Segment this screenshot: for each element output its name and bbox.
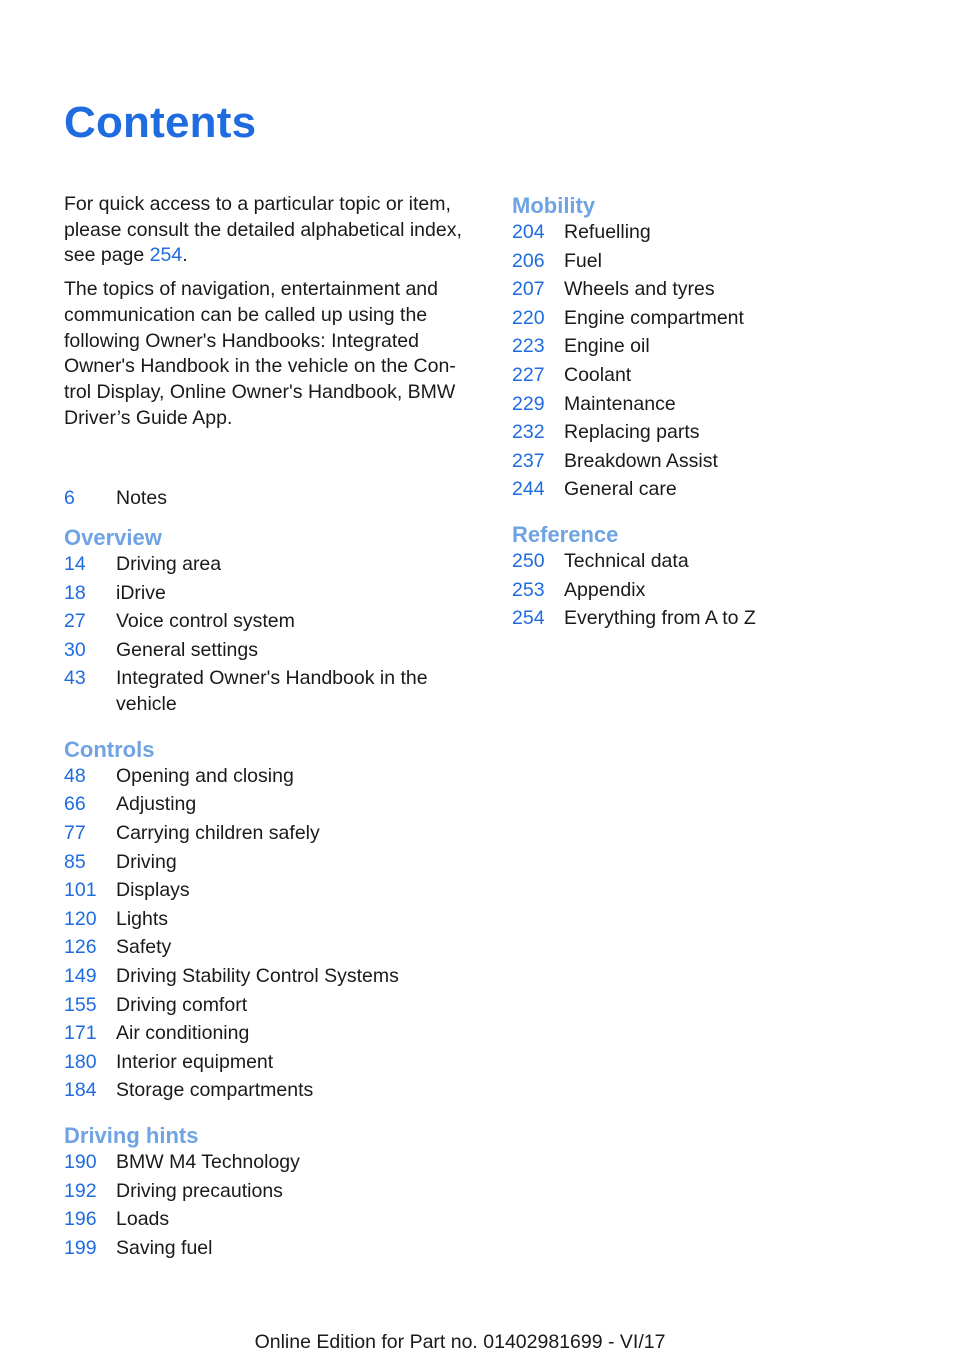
- toc-entry[interactable]: [64, 964, 474, 990]
- toc-entry-label[interactable]: Refuelling: [564, 221, 651, 243]
- toc-entry-label[interactable]: Safety: [116, 936, 172, 959]
- toc-entry[interactable]: [64, 486, 474, 512]
- toc-section: [512, 521, 932, 632]
- toc-entry-label[interactable]: Loads: [116, 1208, 170, 1231]
- intro: [64, 192, 474, 431]
- toc-page-number[interactable]: 101: [64, 879, 97, 902]
- toc-page-number[interactable]: 155: [64, 993, 97, 1016]
- toc-entry[interactable]: [64, 1207, 474, 1233]
- section-heading: Driving hints: [64, 1123, 199, 1149]
- toc-page-number[interactable]: 48: [64, 764, 86, 787]
- toc-page-number[interactable]: 237: [512, 449, 545, 472]
- toc-entry-label[interactable]: Lights: [116, 907, 169, 930]
- toc-entry[interactable]: [512, 277, 932, 303]
- toc-entry-label[interactable]: Integrated Owner's Handbook in the vehicle: [116, 667, 428, 716]
- right-column: [512, 192, 932, 635]
- toc-entry-label[interactable]: Notes: [116, 487, 167, 510]
- toc-entry[interactable]: [64, 581, 474, 607]
- toc-entry-label[interactable]: Coolant: [564, 363, 632, 386]
- toc-page-number[interactable]: 184: [64, 1079, 97, 1102]
- left-column: [64, 192, 474, 1264]
- toc-entry-label[interactable]: Air conditioning: [116, 1022, 250, 1045]
- toc-page-number[interactable]: 192: [64, 1179, 97, 1202]
- toc-page-number[interactable]: 199: [64, 1236, 97, 1259]
- toc-entry[interactable]: [64, 638, 474, 664]
- toc-page-number[interactable]: 85: [64, 850, 86, 873]
- toc-entry[interactable]: [64, 552, 474, 578]
- toc-entry-label[interactable]: iDrive: [116, 581, 166, 604]
- footer: [0, 1331, 960, 1354]
- toc-entry[interactable]: [512, 334, 932, 360]
- toc-entry-label[interactable]: Fuel: [564, 249, 602, 272]
- toc-page-number[interactable]: 6: [64, 487, 75, 510]
- toc-entry[interactable]: [512, 363, 932, 389]
- toc-page-number[interactable]: 126: [64, 936, 97, 959]
- toc-entry-label[interactable]: Engine oil: [564, 335, 650, 358]
- toc-page-number[interactable]: 229: [512, 392, 545, 415]
- toc-entry-label[interactable]: General settings: [116, 638, 258, 661]
- toc-page-number[interactable]: 220: [512, 306, 545, 329]
- toc-entry[interactable]: [64, 792, 474, 818]
- toc-page-number[interactable]: 196: [64, 1208, 97, 1231]
- toc-entry[interactable]: [64, 850, 474, 876]
- toc-section: [64, 1122, 474, 1261]
- toc-entry[interactable]: [64, 764, 474, 790]
- toc-page-number[interactable]: 223: [512, 335, 545, 358]
- toc-entry-label[interactable]: Driving: [116, 850, 177, 873]
- toc-entry-label[interactable]: Everything from A to Z: [564, 607, 756, 630]
- toc-entry-label[interactable]: Engine compartment: [564, 306, 744, 329]
- toc-entry[interactable]: [512, 549, 932, 575]
- toc-entry[interactable]: [64, 1021, 474, 1047]
- footer-text: Online Edition for Part no. 01402981699 - VI/17: [254, 1331, 666, 1353]
- toc-page-number[interactable]: 77: [64, 822, 86, 844]
- toc-entry[interactable]: [64, 821, 474, 847]
- toc-page-number[interactable]: 227: [512, 363, 545, 386]
- toc-entry-label[interactable]: Saving fuel: [116, 1236, 213, 1259]
- toc-entry[interactable]: [64, 878, 474, 904]
- toc-page-number[interactable]: 14: [64, 553, 86, 576]
- toc-entry[interactable]: [64, 907, 474, 933]
- toc-entry[interactable]: [512, 606, 932, 632]
- intro-paragraph-index: [64, 192, 474, 269]
- toc-entry[interactable]: [64, 1078, 474, 1104]
- toc-entry[interactable]: [64, 935, 474, 961]
- toc-section: [64, 524, 474, 718]
- toc-entry-label[interactable]: Voice control system: [116, 610, 295, 633]
- section-heading: Mobility: [512, 193, 596, 218]
- toc-entry[interactable]: [64, 609, 474, 635]
- toc-page-number[interactable]: 190: [64, 1151, 97, 1174]
- toc-page-number[interactable]: 206: [512, 249, 545, 272]
- toc-entry[interactable]: [512, 578, 932, 604]
- toc-entry-label[interactable]: Technical data: [564, 550, 689, 573]
- toc-entry[interactable]: [64, 1236, 474, 1262]
- toc-page-number[interactable]: 30: [64, 638, 86, 661]
- toc-entry-label[interactable]: Storage compartments: [116, 1079, 314, 1102]
- toc-entry[interactable]: [64, 666, 474, 717]
- section-heading: Reference: [512, 522, 619, 548]
- toc-entry-label[interactable]: Driving area: [116, 553, 222, 576]
- toc-page-number[interactable]: 149: [64, 964, 97, 987]
- intro-text-end: .: [182, 244, 188, 267]
- toc-entry-label[interactable]: Breakdown Assist: [564, 449, 718, 472]
- toc-page-number[interactable]: 250: [512, 550, 545, 573]
- toc-entry-label[interactable]: Driving precautions: [116, 1179, 283, 1202]
- toc-entry[interactable]: [512, 249, 932, 275]
- toc-page-number[interactable]: 204: [512, 221, 545, 243]
- section-heading: Controls: [64, 736, 155, 762]
- toc-page-number[interactable]: 244: [512, 478, 545, 501]
- toc-entry-label[interactable]: Carrying children safely: [116, 822, 320, 844]
- index-page-link[interactable]: 254: [149, 244, 183, 267]
- toc-entry-label[interactable]: Interior equipment: [116, 1050, 274, 1073]
- toc-page-number[interactable]: 254: [512, 607, 545, 630]
- toc-entry-label[interactable]: General care: [564, 478, 677, 501]
- toc-entry[interactable]: [512, 220, 932, 246]
- toc-entry[interactable]: [512, 477, 932, 503]
- toc-page-number[interactable]: 27: [64, 610, 86, 633]
- toc-section: [512, 192, 932, 503]
- toc-entry[interactable]: [512, 449, 932, 475]
- toc-entry[interactable]: [512, 392, 932, 418]
- page-title: Contents: [64, 98, 257, 147]
- toc-entry[interactable]: [64, 1179, 474, 1205]
- intro-paragraph-handbooks: The topics of navigation, entertainment and communication can be called up using the following Owner's Handbooks: Integrated Owner's Handbook in the vehicle on the Con-trol Display, Online Owner's Handbook, BMW Driver’s Guide App.: [64, 278, 456, 429]
- toc-entry[interactable]: [64, 993, 474, 1019]
- toc-page-number[interactable]: 18: [64, 581, 86, 604]
- toc-page-number[interactable]: 66: [64, 793, 86, 816]
- section-heading: Overview: [64, 525, 162, 551]
- toc-entry-label[interactable]: Adjusting: [116, 793, 197, 816]
- toc-page-number[interactable]: 180: [64, 1050, 97, 1073]
- toc-entry[interactable]: [64, 1050, 474, 1076]
- toc-entry-label[interactable]: Replacing parts: [564, 421, 700, 444]
- toc-section: [64, 736, 474, 1104]
- toc-entry-label[interactable]: Maintenance: [564, 392, 676, 415]
- toc-entry-label[interactable]: Opening and closing: [116, 764, 294, 787]
- toc-page-number[interactable]: 43: [64, 667, 86, 690]
- toc-entry[interactable]: [512, 420, 932, 446]
- toc-page-number[interactable]: 232: [512, 421, 545, 444]
- toc-page-number[interactable]: 171: [64, 1022, 97, 1045]
- toc-entry-label[interactable]: Displays: [116, 879, 190, 902]
- toc-entry-label[interactable]: Wheels and tyres: [564, 278, 715, 301]
- intro-text: For quick access to a particular topic or item, please consult the detailed alphabetical index, see page: [64, 193, 462, 267]
- toc-page-number[interactable]: 207: [512, 278, 545, 301]
- toc-entry[interactable]: [64, 1150, 474, 1176]
- toc-entry-label[interactable]: Driving Stability Control Systems: [116, 964, 399, 987]
- toc-entry-label[interactable]: Appendix: [564, 578, 646, 601]
- toc-page-number[interactable]: 120: [64, 907, 97, 930]
- toc-entry-label[interactable]: Driving comfort: [116, 993, 248, 1016]
- toc-page-number[interactable]: 253: [512, 578, 545, 601]
- toc-entry[interactable]: [512, 306, 932, 332]
- toc-entry-label[interactable]: BMW M4 Technology: [116, 1151, 300, 1174]
